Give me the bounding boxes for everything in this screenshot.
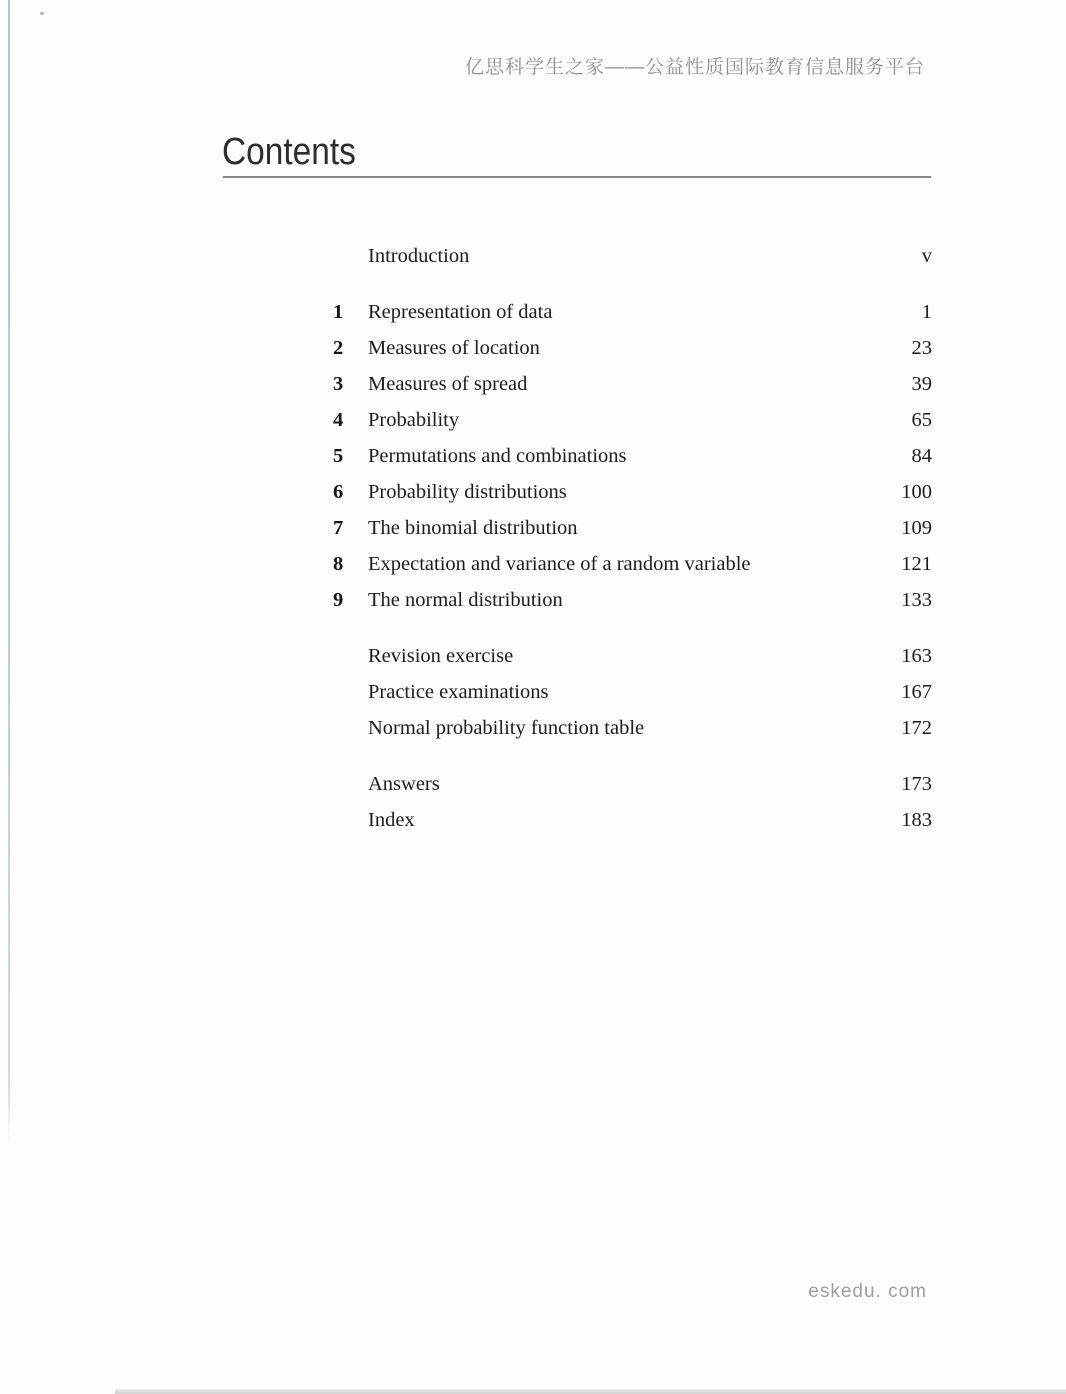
toc-entry-label: The binomial distribution bbox=[368, 517, 578, 539]
toc-page-number: 39 bbox=[911, 373, 932, 395]
toc-row-chapter-2 bbox=[333, 330, 932, 366]
toc-entry-label: Expectation and variance of a random variable bbox=[368, 553, 751, 575]
chapter-number: 2 bbox=[333, 337, 344, 359]
toc-page-number: 133 bbox=[901, 589, 932, 611]
page-edge-line bbox=[8, 0, 10, 1142]
toc-entry-label: Introduction bbox=[368, 245, 470, 267]
toc-page-number: 173 bbox=[901, 773, 932, 795]
chapter-number: 7 bbox=[333, 517, 344, 539]
chapter-number: 8 bbox=[333, 553, 344, 575]
toc-row-chapter-6 bbox=[333, 474, 932, 510]
scan-speck bbox=[40, 12, 44, 15]
toc-page-number: 100 bbox=[901, 481, 932, 503]
toc-page-number: v bbox=[921, 245, 932, 267]
toc-entry-label: The normal distribution bbox=[368, 589, 563, 611]
toc-entry-label: Probability distributions bbox=[368, 481, 567, 503]
chapter-number: 4 bbox=[333, 409, 344, 431]
toc-row-introduction bbox=[333, 238, 932, 274]
toc-row-practice-examinations bbox=[333, 674, 932, 710]
toc-entry-label: Normal probability function table bbox=[368, 717, 645, 739]
toc-page-number: 172 bbox=[901, 717, 932, 739]
chapter-number: 1 bbox=[333, 301, 344, 323]
toc-row-index bbox=[333, 802, 932, 838]
toc-page-number: 183 bbox=[901, 809, 932, 831]
table-of-contents bbox=[333, 238, 932, 838]
toc-row-chapter-1 bbox=[333, 294, 932, 330]
toc-page-number: 65 bbox=[911, 409, 932, 431]
toc-row-chapter-8 bbox=[333, 546, 932, 582]
toc-page-number: 121 bbox=[901, 553, 932, 575]
chapter-number: 9 bbox=[333, 589, 344, 611]
site-watermark: eskedu. com bbox=[808, 1281, 927, 1302]
toc-spacer bbox=[333, 274, 932, 294]
toc-entry-label: Measures of spread bbox=[368, 373, 528, 395]
chapter-number: 5 bbox=[333, 445, 344, 467]
toc-entry-label: Permutations and combinations bbox=[368, 445, 627, 467]
watermark-header: 亿思科学生之家——公益性质国际教育信息服务平台 bbox=[464, 57, 925, 78]
toc-row-chapter-4 bbox=[333, 402, 932, 438]
toc-entry-label: Representation of data bbox=[368, 301, 553, 323]
scan-bottom-shadow bbox=[115, 1389, 1066, 1394]
toc-row-chapter-3 bbox=[333, 366, 932, 402]
toc-spacer bbox=[333, 746, 932, 766]
toc-row-chapter-5 bbox=[333, 438, 932, 474]
toc-row-normal-table bbox=[333, 710, 932, 746]
toc-page-number: 163 bbox=[901, 645, 932, 667]
toc-row-revision-exercise bbox=[333, 638, 932, 674]
title-underline bbox=[223, 176, 931, 178]
toc-page-number: 1 bbox=[921, 301, 932, 323]
toc-row-answers bbox=[333, 766, 932, 802]
toc-page-number: 84 bbox=[911, 445, 932, 467]
toc-entry-label: Revision exercise bbox=[368, 645, 514, 667]
toc-entry-label: Practice examinations bbox=[368, 681, 549, 703]
toc-row-chapter-9 bbox=[333, 582, 932, 618]
toc-entry-label: Index bbox=[368, 809, 415, 831]
toc-entry-label: Answers bbox=[368, 773, 440, 795]
toc-spacer bbox=[333, 618, 932, 638]
page-title: Contents bbox=[222, 131, 356, 173]
chapter-number: 3 bbox=[333, 373, 344, 395]
toc-entry-label: Measures of location bbox=[368, 337, 540, 359]
toc-entry-label: Probability bbox=[368, 409, 460, 431]
toc-page-number: 23 bbox=[911, 337, 932, 359]
toc-page-number: 109 bbox=[901, 517, 932, 539]
toc-page-number: 167 bbox=[901, 681, 932, 703]
chapter-number: 6 bbox=[333, 481, 344, 503]
toc-row-chapter-7 bbox=[333, 510, 932, 546]
